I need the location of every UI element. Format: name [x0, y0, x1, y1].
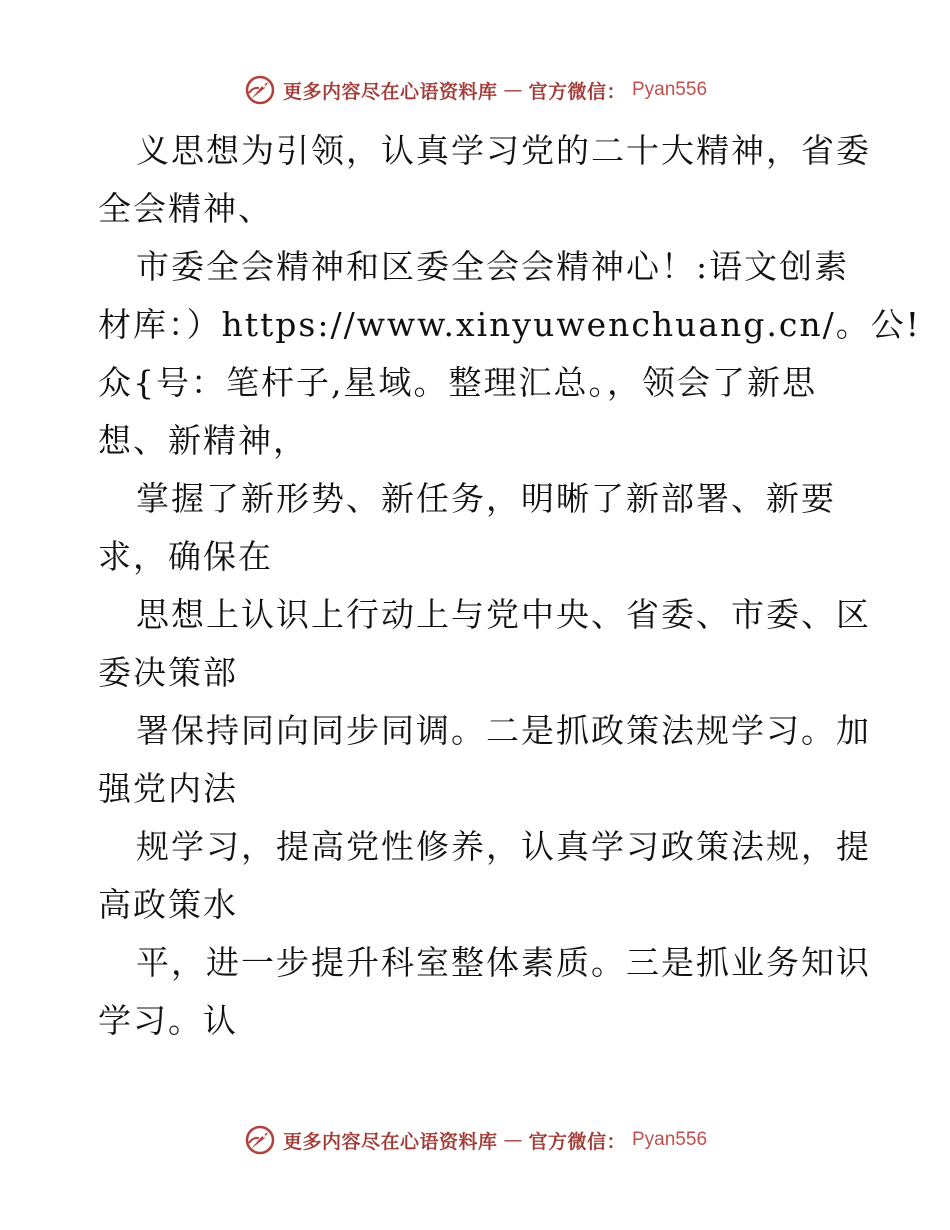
- body-line: 思想上认识上行动上与党中央、省委、市委、区: [136, 595, 871, 634]
- document-body: [98, 122, 921, 1050]
- body-line: 众{号：笔杆子,星域。整理汇总。，领会了新思: [98, 363, 817, 402]
- body-line: 义思想为引领，认真学习党的二十大精神，省委: [136, 131, 871, 170]
- body-line: 全会精神、: [98, 189, 273, 228]
- header-banner: [0, 70, 950, 110]
- body-line: 掌握了新形势、新任务，明晰了新部署、新要: [136, 479, 836, 518]
- banner-contact-label: 官方微信：: [528, 1130, 626, 1153]
- banner-contact-label: 官方微信：: [528, 80, 626, 103]
- body-line: 求，确保在: [98, 537, 273, 576]
- body-line: 高政策水: [98, 885, 238, 924]
- body-line: 委决策部: [98, 653, 238, 692]
- pen-nib-logo-icon: [243, 1123, 277, 1157]
- body-line: 规学习，提高党性修养，认真学习政策法规，提: [136, 827, 871, 866]
- banner-separator: —: [503, 1129, 523, 1151]
- body-line-with-url: 材库：）https://www.xinyuwenchuang.cn/。公!: [98, 305, 921, 344]
- pen-nib-logo-icon: [243, 73, 277, 107]
- banner-wechat-id: Pyan556: [632, 79, 708, 100]
- footer-banner: [0, 1120, 950, 1160]
- body-line: 学习。认: [98, 1001, 238, 1040]
- banner-separator: —: [503, 79, 523, 101]
- banner-text: 更多内容尽在心语资料库: [282, 1130, 498, 1153]
- body-line: 市委全会精神和区委全会会精神心！:语文创素: [136, 247, 850, 286]
- banner-wechat-id: Pyan556: [632, 1129, 708, 1150]
- banner-text: 更多内容尽在心语资料库: [282, 80, 498, 103]
- body-line: 署保持同向同步同调。二是抓政策法规学习。加: [136, 711, 871, 750]
- body-line: 平，进一步提升科室整体素质。三是抓业务知识: [136, 943, 871, 982]
- body-line: 强党内法: [98, 769, 238, 808]
- body-line: 想、新精神，: [98, 421, 308, 460]
